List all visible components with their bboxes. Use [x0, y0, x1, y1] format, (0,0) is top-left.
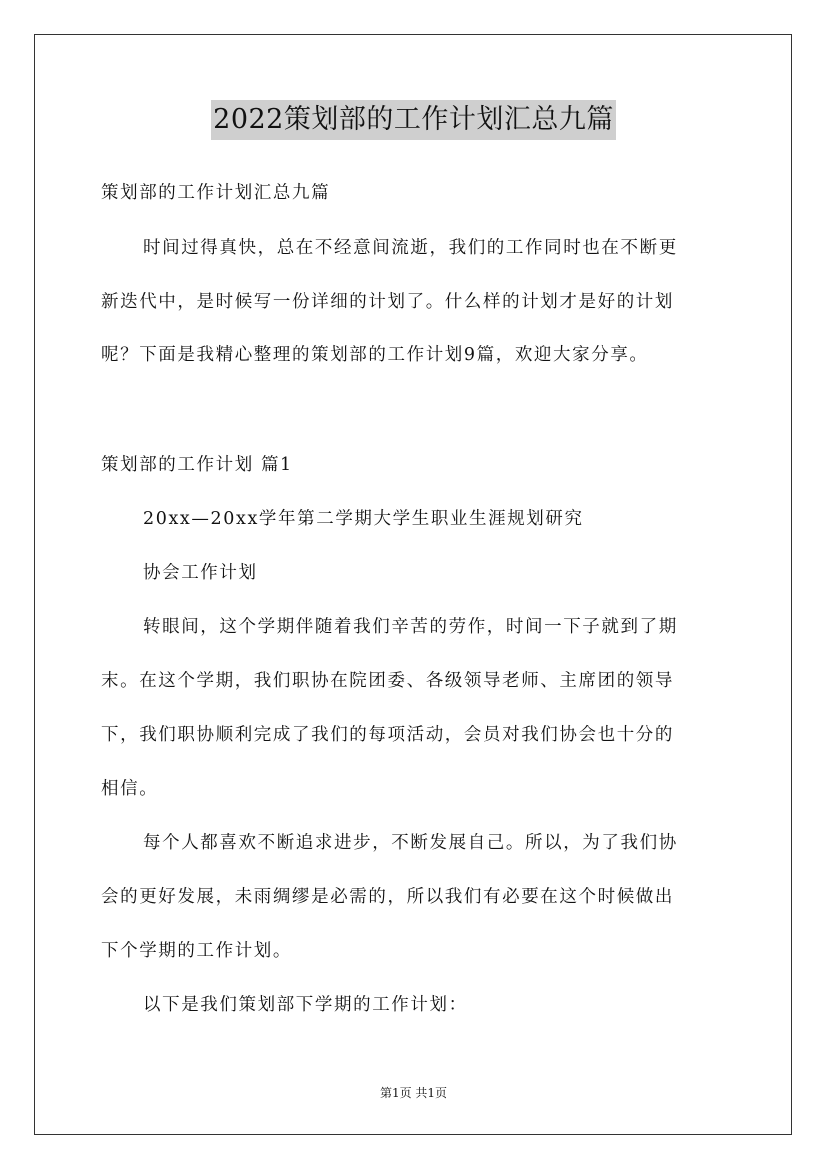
- intro-line-3: 呢？下面是我精心整理的策划部的工作计划9篇，欢迎大家分享。: [101, 345, 649, 365]
- intro-line-1: 时间过得真快，总在不经意间流逝，我们的工作同时也在不断更: [143, 238, 678, 258]
- para1-line-2: 末。在这个学期，我们职协在院团委、各级领导老师、主席团的领导: [101, 671, 674, 691]
- section-title-line-2: 协会工作计划: [143, 563, 258, 583]
- intro-line-2: 新迭代中，是时候写一份详细的计划了。什么样的计划才是好的计划: [101, 292, 674, 312]
- para1-line-3: 下，我们职协顺利完成了我们的每项活动，会员对我们协会也十分的: [101, 725, 674, 745]
- para3-line-1: 以下是我们策划部下学期的工作计划：: [143, 995, 468, 1015]
- para2-line-1: 每个人都喜欢不断追求进步，不断发展自己。所以，为了我们协: [143, 833, 678, 853]
- subtitle: 策划部的工作计划汇总九篇: [101, 183, 331, 203]
- para2-line-3: 下个学期的工作计划。: [101, 941, 292, 961]
- section-heading: 策划部的工作计划 篇1: [101, 455, 293, 475]
- para1-line-1: 转眼间，这个学期伴随着我们辛苦的劳作，时间一下子就到了期: [143, 617, 678, 637]
- section-title-line-1: 20xx—20xx学年第二学期大学生职业生涯规划研究: [143, 509, 584, 529]
- title-container: [0, 100, 827, 140]
- document-title: 2022策划部的工作计划汇总九篇: [211, 100, 616, 140]
- para2-line-2: 会的更好发展，未雨绸缪是必需的，所以我们有必要在这个时候做出: [101, 887, 674, 907]
- para1-line-4: 相信。: [101, 779, 159, 799]
- page-footer: 第1页 共1页: [379, 1086, 448, 1100]
